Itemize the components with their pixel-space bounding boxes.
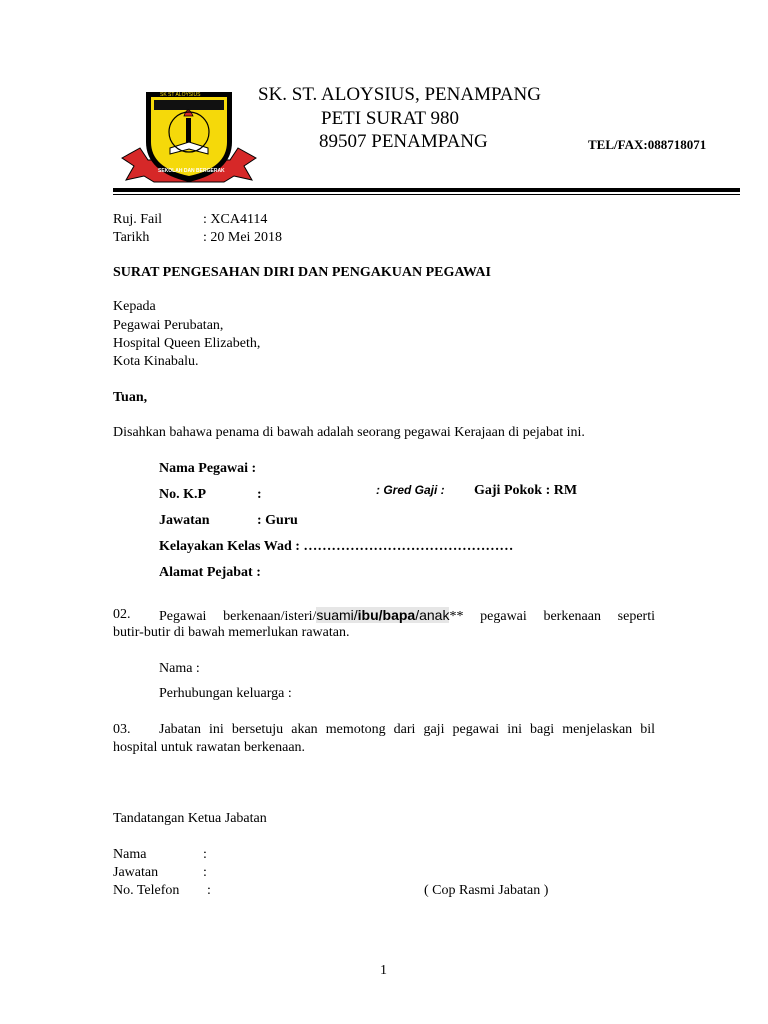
- ruj-fail-value: : XCA4114: [203, 212, 268, 227]
- recipient-line-3: Hospital Queen Elizabeth,: [113, 336, 261, 351]
- patient-hubungan: Perhubungan keluarga :: [159, 686, 292, 701]
- para2-text-c: ibu/bapa: [357, 607, 416, 623]
- official-stamp-label: ( Cop Rasmi Jabatan ): [424, 883, 549, 898]
- po-box: PETI SURAT 980: [321, 108, 459, 129]
- signature-nama-label: Nama: [113, 847, 147, 862]
- para2-text-e: ** pegawai berkenaan seperti: [449, 609, 655, 624]
- para2-text-a: Pegawai berkenaan/isteri/: [159, 609, 317, 624]
- ruj-fail-label: Ruj. Fail: [113, 212, 163, 227]
- signature-title: Tandatangan Ketua Jabatan: [113, 811, 267, 826]
- recipient-line-1: Kepada: [113, 299, 156, 314]
- page-number: 1: [380, 963, 387, 978]
- no-kp-colon: :: [257, 487, 262, 502]
- signature-telefon-label: No. Telefon: [113, 883, 180, 898]
- signature-telefon-colon: :: [207, 883, 211, 898]
- tarikh-value: : 20 Mei 2018: [203, 230, 282, 245]
- kelayakan-kelas-wad: Kelayakan Kelas Wad : ………………………………………: [159, 539, 514, 554]
- intro-paragraph: Disahkan bahawa penama di bawah adalah seorang pegawai Kerajaan di pejabat ini.: [113, 425, 585, 440]
- header-rule-thin: [113, 194, 740, 195]
- para3-number: 03.: [113, 722, 131, 737]
- tarikh-label: Tarikh: [113, 230, 150, 245]
- signature-jawatan-colon: :: [203, 865, 207, 880]
- patient-nama: Nama :: [159, 661, 200, 676]
- school-logo: [118, 86, 260, 194]
- jawatan-value: : Guru: [257, 513, 298, 528]
- para2-text-d: /anak: [415, 607, 450, 623]
- signature-nama-colon: :: [203, 847, 207, 862]
- jawatan-label: Jawatan: [159, 513, 210, 528]
- postcode-city: 89507 PENAMPANG: [319, 131, 488, 152]
- alamat-pejabat-label: Alamat Pejabat :: [159, 565, 261, 580]
- para2-text-b: suami/: [316, 607, 358, 623]
- recipient-line-2: Pegawai Perubatan,: [113, 318, 224, 333]
- logo-top-text: SK ST ALOYSIUS: [160, 92, 201, 98]
- para2-line-1: [159, 606, 655, 626]
- school-name: SK. ST. ALOYSIUS, PENAMPANG: [258, 84, 541, 105]
- gaji-pokok-label: Gaji Pokok : RM: [474, 483, 578, 498]
- para3-line-1: Jabatan ini bersetuju akan memotong dari gaji pegawai ini bagi menjelaskan bil: [159, 722, 655, 737]
- tel-fax: TEL/FAX:088718071: [588, 137, 707, 152]
- letter-subject: SURAT PENGESAHAN DIRI DAN PENGAKUAN PEGAWAI: [113, 265, 491, 280]
- para3-line-2: hospital untuk rawatan berkenaan.: [113, 740, 306, 755]
- no-kp-label: No. K.P: [159, 487, 207, 502]
- signature-jawatan-label: Jawatan: [113, 865, 159, 880]
- nama-pegawai-label: Nama Pegawai :: [159, 461, 257, 476]
- para2-line-2: butir-butir di bawah memerlukan rawatan.: [113, 625, 350, 640]
- recipient-line-4: Kota Kinabalu.: [113, 354, 199, 369]
- para2-number: 02.: [113, 607, 131, 622]
- header-rule-thick: [113, 188, 740, 192]
- logo-motto: SEKOLAH DAN BERGERAK: [158, 168, 225, 174]
- gred-gaji-label: : Gred Gaji :: [376, 483, 445, 497]
- salutation: Tuan,: [113, 390, 148, 405]
